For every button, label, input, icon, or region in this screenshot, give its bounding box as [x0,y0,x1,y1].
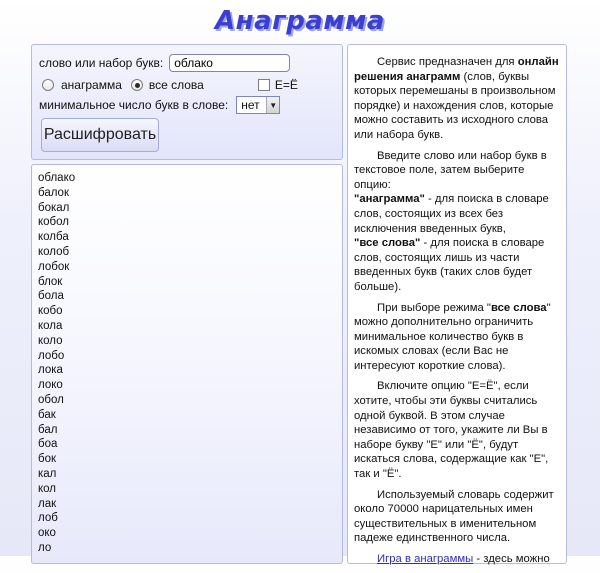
word-input[interactable] [169,54,290,72]
result-word: балок [38,186,69,199]
result-word: бокал [38,201,70,214]
page-title: Анаграмма [215,6,385,36]
info-text-span: При выборе режима " [377,301,491,314]
result-word: лобо [38,349,65,362]
results-panel [31,164,343,564]
result-word: око [38,527,56,540]
result-word: лобок [38,260,70,273]
word-label: слово или набор букв: [39,56,164,70]
ee-checkbox[interactable] [258,79,270,91]
info-panel [347,44,567,564]
info-text-span: Введите слово или набор букв в текстовое поле, затем выберите опцию: [354,149,547,191]
info-highlight: "все слова" [354,237,421,250]
min-letters-select[interactable] [236,96,280,114]
result-word: ло [38,541,52,554]
chevron-down-icon[interactable]: ▼ [266,97,279,113]
info-text-span: - для поиска в словаре слов, состоящих лишь из части введенных букв (таких слов будет больше). [354,237,545,293]
info-paragraph [354,149,564,295]
result-word: боа [38,438,58,451]
decode-button[interactable]: Расшифровать [41,118,159,152]
result-word: бок [38,453,57,466]
info-paragraph: Включите опцию "Е=Ё", если хотите, чтобы эти буквы считались одной буквой. В этом случае независимо от того, укажите ли Вы в наборе букву "Е" или "Ё", будут искаться слова, содержащие как "Е", так и "Ё". [354,380,549,481]
min-letters-label: минимальное число букв в слове: [39,98,229,112]
result-word: обол [38,393,64,406]
info-text-span: - здесь можно [473,553,550,565]
info-highlight: "анаграмма" [354,193,425,206]
result-word: лока [38,364,63,377]
mode-allwords-radio[interactable] [131,79,143,91]
result-word: бак [38,408,56,421]
result-word: коло [38,334,63,347]
result-word: кол [38,482,57,495]
info-text-span: " можно дополнительно ограничить минимальное количество букв в искомых словах (если Вас не интересуют короткие слова). [354,301,551,372]
result-word: кола [38,319,63,332]
result-word: облако [38,172,76,184]
mode-anagram-label[interactable]: анаграмма [61,78,122,92]
result-word: колба [38,231,69,244]
info-paragraph [354,552,564,567]
min-letters-value: нет [241,98,260,112]
result-word: блок [38,275,63,288]
info-paragraph [354,55,564,143]
info-highlight: онлайн решения анаграмм [354,56,559,83]
min-letters-row [39,96,280,114]
search-form-panel [31,44,343,160]
anagram-game-link[interactable]: Игра в анаграммы [377,553,474,565]
info-text [354,55,564,573]
word-row [39,54,290,72]
result-word: колоб [38,245,70,258]
results-list [38,171,75,556]
result-word: кобо [38,305,63,318]
info-paragraph: Используемый словарь содержит около 70000 нарицательных имен существительных в именительном падеже единственного числа. [354,488,554,545]
info-highlight: все слова [490,301,547,314]
result-word: кал [38,467,57,480]
info-text-span: - для поиска в словаре слов, состоящих из всех без исключения введенных букв, [354,193,549,235]
info-paragraph [354,301,564,374]
mode-row [39,78,298,92]
info-text-span: (слов, буквы которых перемешаны в произвольном порядке) и нахождения слов, которые можно составить из исходного слова или набора букв. [354,70,556,141]
result-word: лоб [38,512,58,525]
result-word: локо [38,379,63,392]
result-word: бал [38,423,58,436]
result-word: кобол [38,216,69,229]
result-word: бола [38,290,64,303]
mode-anagram-radio[interactable] [42,79,54,91]
ee-label[interactable]: Е=Ё [274,78,298,92]
result-word: лак [38,497,57,510]
info-text-span: Сервис предназначен для [377,56,518,68]
mode-allwords-label[interactable]: все слова [148,78,204,92]
